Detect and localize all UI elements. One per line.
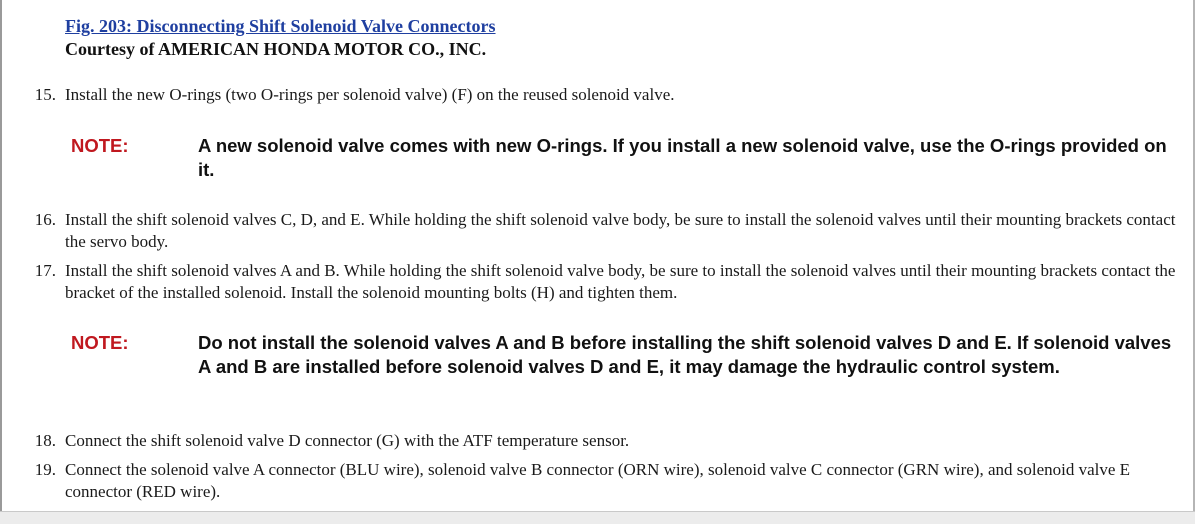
note-text: A new solenoid valve comes with new O-rings. If you install a new solenoid valve, use the O-rings provided on it.: [198, 135, 1167, 180]
step-number: 18.: [34, 431, 56, 450]
step-number: 16.: [34, 210, 56, 229]
step-number: 15.: [34, 85, 56, 104]
step-text: Connect the shift solenoid valve D connector (G) with the ATF temperature sensor.: [65, 431, 630, 450]
step-text: Connect the solenoid valve A connector (BLU wire), solenoid valve B connector (ORN wire), solenoid valve C connector (GRN wire), and solenoid valve E connector (RED wire).: [65, 460, 1131, 501]
figure-link[interactable]: Fig. 203: Disconnecting Shift Solenoid Valve Connectors: [65, 16, 496, 36]
figure-caption: [65, 15, 496, 61]
left-border: [0, 0, 2, 524]
step-text: Install the new O-rings (two O-rings per solenoid valve) (F) on the reused solenoid valve.: [65, 85, 675, 104]
step-number: 19.: [34, 460, 56, 479]
figure-courtesy: Courtesy of AMERICAN HONDA MOTOR CO., INC.: [65, 39, 487, 59]
note-text: Do not install the solenoid valves A and B before installing the shift solenoid valves D and E. If solenoid valves A and B are installed before solenoid valves D and E, it may damage the hydraulic control system.: [198, 332, 1172, 377]
note-label: NOTE:: [71, 135, 129, 156]
step-text: Install the shift solenoid valves A and B. While holding the shift solenoid valve body, be sure to install the solenoid valves until their mounting brackets contact the bracket of the installed solenoid. Install the solenoid mounting bolts (H) and tighten them.: [65, 261, 1176, 302]
step-text: Install the shift solenoid valves C, D, and E. While holding the shift solenoid valve body, be sure to install the solenoid valves until their mounting brackets contact the servo body.: [65, 210, 1176, 251]
horizontal-scrollbar[interactable]: [0, 511, 1195, 524]
step-number: 17.: [34, 261, 56, 280]
note-label: NOTE:: [71, 332, 129, 353]
